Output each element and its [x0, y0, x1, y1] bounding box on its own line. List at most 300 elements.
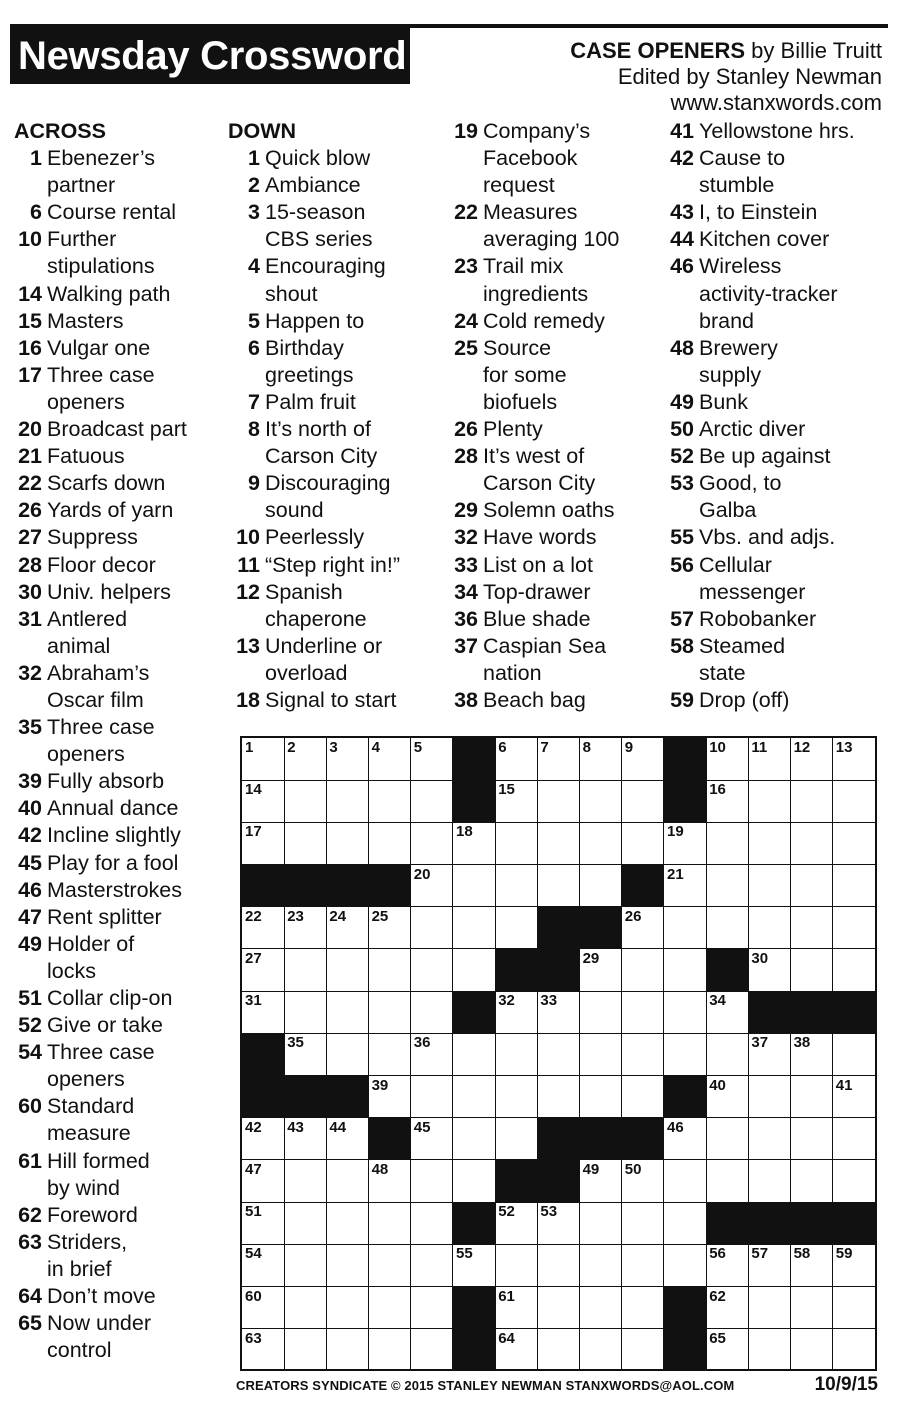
grid-cell[interactable]: [326, 1287, 369, 1330]
clue-number: 3: [248, 200, 260, 225]
grid-cell[interactable]: [453, 1160, 496, 1203]
clue-text-line: Play for a fool: [47, 850, 179, 875]
grid-cell[interactable]: [791, 949, 834, 992]
grid-cell[interactable]: [706, 907, 749, 950]
cell-number: 38: [793, 1034, 811, 1052]
grid-cell[interactable]: [242, 1329, 285, 1372]
grid-cell[interactable]: [453, 1244, 496, 1287]
grid-cell[interactable]: [495, 738, 538, 781]
grid-cell[interactable]: [833, 1160, 876, 1203]
clue-number: 49: [670, 389, 694, 414]
clue-item: [14, 308, 219, 335]
grid-cell[interactable]: [664, 949, 707, 992]
cell-number: 35: [287, 1034, 304, 1052]
grid-cell[interactable]: [495, 1244, 538, 1287]
clue-text-line: nation: [483, 660, 542, 685]
grid-cell[interactable]: [833, 949, 876, 992]
grid-cell[interactable]: [284, 907, 327, 950]
cell-number: 61: [498, 1287, 515, 1305]
grid-cell[interactable]: [242, 991, 285, 1034]
clue-text-line: CBS series: [265, 227, 373, 252]
grid-cell[interactable]: [791, 1329, 834, 1372]
grid-cell[interactable]: [284, 1329, 327, 1372]
grid-cell[interactable]: [833, 780, 876, 823]
grid-cell[interactable]: [242, 1287, 285, 1330]
clue-number: 11: [237, 552, 260, 577]
grid-cell[interactable]: [748, 738, 791, 781]
grid-cell[interactable]: [411, 1033, 454, 1076]
clue-item: [446, 443, 656, 497]
clue-number: 59: [670, 687, 694, 712]
grid-cell[interactable]: [791, 1118, 834, 1161]
clue-text-line: Have words: [483, 525, 597, 550]
grid-cell[interactable]: [326, 1033, 369, 1076]
grid-cell[interactable]: [242, 822, 285, 865]
grid-cell[interactable]: [495, 865, 538, 908]
clue-text-line: Measures: [483, 200, 578, 225]
grid-cell[interactable]: [833, 1033, 876, 1076]
clue-number: 31: [18, 606, 42, 631]
grid-cell[interactable]: [326, 1118, 369, 1161]
grid-cell[interactable]: [326, 1202, 369, 1245]
grid-cell[interactable]: [580, 1287, 623, 1330]
clue-item: [662, 199, 890, 226]
grid-cell[interactable]: [326, 1329, 369, 1372]
clue-number: 4: [248, 254, 260, 279]
clue-number: 10: [236, 525, 260, 550]
grid-cell[interactable]: [833, 1076, 876, 1119]
grid-cell[interactable]: [537, 865, 580, 908]
cell-number: 47: [245, 1161, 262, 1178]
grid-cell[interactable]: [411, 822, 454, 865]
grid-cell[interactable]: [622, 780, 665, 823]
grid-cell[interactable]: [706, 738, 749, 781]
grid-cell[interactable]: [411, 1202, 454, 1245]
grid-cell[interactable]: [284, 780, 327, 823]
cell-number: 56: [709, 1245, 726, 1263]
clue-text-line: Striders,: [47, 1229, 128, 1254]
grid-cell[interactable]: [495, 1076, 538, 1119]
clue-text: [699, 145, 890, 199]
clue-item: [662, 443, 890, 470]
grid-cell[interactable]: [369, 1329, 412, 1372]
grid-cell[interactable]: [706, 1160, 749, 1203]
grid-cell[interactable]: [622, 1329, 665, 1372]
grid-cell[interactable]: [411, 1160, 454, 1203]
clue-item: [228, 470, 433, 524]
grid-cell[interactable]: [664, 822, 707, 865]
grid-cell[interactable]: [369, 1160, 412, 1203]
grid-cell[interactable]: [537, 780, 580, 823]
clue-text: [47, 850, 219, 877]
clue-text: [699, 470, 890, 524]
grid-cell[interactable]: [326, 1160, 369, 1203]
black-square: [326, 865, 369, 908]
black-square: [453, 1202, 496, 1245]
clue-text-line: openers: [47, 1067, 125, 1092]
clue-text-line: in brief: [47, 1256, 112, 1281]
grid-cell[interactable]: [791, 1076, 834, 1119]
grid-cell[interactable]: [580, 1160, 623, 1203]
grid-cell[interactable]: [537, 1329, 580, 1372]
grid-cell[interactable]: [537, 1287, 580, 1330]
clue-text: [265, 145, 433, 172]
grid-cell[interactable]: [242, 780, 285, 823]
clue-text: [699, 199, 890, 226]
clue-text-line: Galba: [699, 498, 757, 523]
grid-cell[interactable]: [748, 1160, 791, 1203]
grid-cell[interactable]: [748, 1329, 791, 1372]
cell-number: 27: [245, 950, 262, 967]
cell-number: 24: [329, 907, 347, 925]
clue-number: 22: [18, 471, 42, 496]
grid-cell[interactable]: [411, 780, 454, 823]
clue-text-line: control: [47, 1338, 112, 1363]
grid-cell[interactable]: [326, 949, 369, 992]
grid-cell[interactable]: [580, 1329, 623, 1372]
clue-number: 36: [454, 606, 478, 631]
clue-text-line: Source: [483, 335, 552, 360]
grid-cell[interactable]: [284, 1202, 327, 1245]
grid-cell[interactable]: [664, 991, 707, 1034]
grid-cell[interactable]: [622, 1202, 665, 1245]
clue-item: [14, 226, 219, 280]
grid-cell[interactable]: [748, 780, 791, 823]
clue-text-line: Encouraging: [265, 254, 386, 279]
clue-number: 42: [670, 146, 694, 171]
grid-cell[interactable]: [453, 949, 496, 992]
grid-cell[interactable]: [622, 991, 665, 1034]
clue-text-line: Three case: [47, 715, 155, 740]
grid-cell[interactable]: [791, 1033, 834, 1076]
clue-text-line: request: [483, 173, 555, 198]
grid-cell[interactable]: [369, 780, 412, 823]
clue-number: 55: [670, 525, 694, 550]
grid-cell[interactable]: [369, 991, 412, 1034]
clue-text: [47, 335, 219, 362]
grid-cell[interactable]: [537, 1076, 580, 1119]
cell-number: 57: [751, 1245, 769, 1263]
grid-cell[interactable]: [833, 738, 876, 781]
black-square: [791, 1202, 834, 1245]
grid-cell[interactable]: [748, 1287, 791, 1330]
grid-cell[interactable]: [664, 907, 707, 950]
grid-cell[interactable]: [326, 822, 369, 865]
grid-cell[interactable]: [495, 1287, 538, 1330]
grid-cell[interactable]: [791, 1244, 834, 1287]
clue-number: 6: [248, 335, 260, 360]
down-heading: DOWN: [228, 119, 297, 143]
grid-cell[interactable]: [706, 1033, 749, 1076]
clue-item: [228, 633, 433, 687]
clue-number: 46: [18, 877, 42, 902]
grid-cell[interactable]: [326, 907, 369, 950]
grid-cell[interactable]: [369, 907, 412, 950]
grid-cell[interactable]: [664, 1118, 707, 1161]
clue-text-line: Beach bag: [483, 687, 586, 712]
grid-cell[interactable]: [284, 1244, 327, 1287]
grid-cell[interactable]: [453, 907, 496, 950]
grid-cell[interactable]: [369, 949, 412, 992]
clue-text: [265, 552, 433, 579]
grid-cell[interactable]: [833, 1287, 876, 1330]
grid-cell[interactable]: [622, 1244, 665, 1287]
grid-cell[interactable]: [664, 1244, 707, 1287]
grid-cell[interactable]: [369, 1202, 412, 1245]
grid-cell[interactable]: [706, 1287, 749, 1330]
grid-cell[interactable]: [411, 1244, 454, 1287]
grid-cell[interactable]: [833, 1118, 876, 1161]
grid-cell[interactable]: [791, 738, 834, 781]
grid-cell[interactable]: [537, 991, 580, 1034]
cell-number: 36: [413, 1034, 431, 1052]
grid-cell[interactable]: [622, 738, 665, 781]
clue-item: [228, 389, 433, 416]
grid-cell[interactable]: [748, 1118, 791, 1161]
grid-cell[interactable]: [791, 1160, 834, 1203]
grid-cell[interactable]: [537, 1202, 580, 1245]
grid-cell[interactable]: [791, 822, 834, 865]
grid-cell[interactable]: [495, 1033, 538, 1076]
grid-cell[interactable]: [706, 1118, 749, 1161]
clue-text-line: Palm fruit: [265, 389, 356, 414]
grid-cell[interactable]: [706, 991, 749, 1034]
cell-number: 33: [540, 992, 558, 1010]
cell-number: 32: [498, 992, 515, 1010]
grid-cell[interactable]: [748, 865, 791, 908]
clue-text-line: Yellowstone hrs.: [699, 119, 855, 143]
grid-cell[interactable]: [369, 1287, 412, 1330]
clue-text-line: Floor decor: [47, 552, 156, 577]
clue-text: [483, 524, 656, 551]
grid-cell[interactable]: [242, 907, 285, 950]
cell-number: 15: [498, 781, 515, 799]
clue-item: [228, 335, 433, 389]
grid-cell[interactable]: [326, 991, 369, 1034]
grid-cell[interactable]: [748, 949, 791, 992]
clue-text-line: Signal to start: [265, 687, 397, 712]
clue-text-line: Suppress: [47, 525, 138, 550]
grid-cell[interactable]: [833, 1244, 876, 1287]
grid-cell[interactable]: [706, 1329, 749, 1372]
puzzle-title: CASE OPENERS: [570, 38, 746, 63]
grid-cell[interactable]: [369, 1033, 412, 1076]
grid-cell[interactable]: [706, 1076, 749, 1119]
clue-text-line: Kitchen cover: [699, 227, 830, 252]
clue-text: [699, 118, 890, 145]
grid-cell[interactable]: [537, 822, 580, 865]
clue-item: [14, 1039, 219, 1093]
cell-number: 3: [329, 739, 338, 756]
grid-cell[interactable]: [791, 780, 834, 823]
clue-item: [228, 199, 433, 253]
grid-cell[interactable]: [326, 738, 369, 781]
grid-cell[interactable]: [580, 1202, 623, 1245]
clue-text: [699, 226, 890, 253]
grid-cell[interactable]: [580, 822, 623, 865]
grid-cell[interactable]: [537, 738, 580, 781]
clue-number: 12: [236, 579, 260, 604]
grid-cell[interactable]: [495, 822, 538, 865]
grid-cell[interactable]: [537, 1033, 580, 1076]
grid-cell[interactable]: [284, 991, 327, 1034]
grid-cell[interactable]: [833, 907, 876, 950]
grid-cell[interactable]: [622, 1076, 665, 1119]
cell-number: 64: [498, 1329, 515, 1347]
grid-cell[interactable]: [580, 991, 623, 1034]
grid-cell[interactable]: [622, 1160, 665, 1203]
grid-cell[interactable]: [706, 822, 749, 865]
black-square: [369, 865, 412, 908]
grid-cell[interactable]: [284, 1287, 327, 1330]
cell-number: 10: [709, 739, 726, 756]
clue-item: [446, 524, 656, 551]
grid-cell[interactable]: [791, 907, 834, 950]
clue-number: 7: [248, 389, 260, 414]
clue-number: 64: [18, 1284, 42, 1309]
grid-cell[interactable]: [411, 1287, 454, 1330]
grid-cell[interactable]: [453, 1118, 496, 1161]
grid-cell[interactable]: [833, 822, 876, 865]
clue-text: [699, 416, 890, 443]
grid-cell[interactable]: [495, 991, 538, 1034]
clue-text: [47, 470, 219, 497]
grid-cell[interactable]: [833, 1329, 876, 1372]
grid-cell[interactable]: [242, 1160, 285, 1203]
grid-cell[interactable]: [706, 1244, 749, 1287]
clue-item: [14, 877, 219, 904]
grid-cell[interactable]: [242, 1202, 285, 1245]
clue-number: 35: [18, 715, 42, 740]
clue-number: 8: [248, 417, 260, 442]
grid-cell[interactable]: [369, 738, 412, 781]
grid-cell[interactable]: [748, 822, 791, 865]
grid-cell[interactable]: [537, 1244, 580, 1287]
clue-item: [14, 606, 219, 660]
grid-cell[interactable]: [748, 1244, 791, 1287]
grid-cell[interactable]: [664, 1160, 707, 1203]
grid-cell[interactable]: [495, 1118, 538, 1161]
grid-cell[interactable]: [284, 1033, 327, 1076]
clue-text-line: It’s north of: [265, 417, 371, 442]
grid-cell[interactable]: [284, 822, 327, 865]
black-square: [284, 1076, 327, 1119]
clue-text-line: “Step right in!”: [265, 552, 401, 577]
grid-cell[interactable]: [622, 907, 665, 950]
grid-cell[interactable]: [284, 949, 327, 992]
grid-cell[interactable]: [284, 738, 327, 781]
grid-cell[interactable]: [495, 907, 538, 950]
cell-number: 63: [245, 1329, 262, 1347]
grid-cell[interactable]: [791, 1287, 834, 1330]
grid-cell[interactable]: [411, 1118, 454, 1161]
grid-cell[interactable]: [622, 1287, 665, 1330]
grid-cell[interactable]: [453, 865, 496, 908]
grid-cell[interactable]: [664, 865, 707, 908]
grid-cell[interactable]: [453, 1033, 496, 1076]
grid-cell[interactable]: [622, 1033, 665, 1076]
clue-text-line: measure: [47, 1121, 131, 1146]
grid-cell[interactable]: [495, 780, 538, 823]
grid-cell[interactable]: [495, 1202, 538, 1245]
grid-cell[interactable]: [242, 738, 285, 781]
clue-text-line: messenger: [699, 579, 806, 604]
clue-item: [14, 552, 219, 579]
clue-text: [699, 552, 890, 606]
clue-text: [47, 714, 219, 768]
grid-cell[interactable]: [411, 738, 454, 781]
grid-cell[interactable]: [622, 949, 665, 992]
black-square: [537, 907, 580, 950]
grid-cell[interactable]: [791, 865, 834, 908]
down-clues-col1: [228, 118, 433, 714]
grid-cell[interactable]: [453, 1076, 496, 1119]
grid-cell[interactable]: [580, 738, 623, 781]
clue-item: [14, 1202, 219, 1229]
grid-cell[interactable]: [580, 1244, 623, 1287]
cell-number: 7: [540, 739, 549, 756]
grid-cell[interactable]: [833, 865, 876, 908]
grid-cell[interactable]: [411, 991, 454, 1034]
grid-cell[interactable]: [411, 1329, 454, 1372]
grid-cell[interactable]: [706, 780, 749, 823]
grid-cell[interactable]: [580, 865, 623, 908]
clue-text: [699, 253, 890, 334]
clue-number: 16: [18, 335, 42, 360]
grid-cell[interactable]: [664, 1202, 707, 1245]
clue-text-line: Fully absorb: [47, 769, 165, 794]
grid-cell[interactable]: [495, 1329, 538, 1372]
grid-cell[interactable]: [242, 1118, 285, 1161]
grid-cell[interactable]: [748, 907, 791, 950]
grid-cell[interactable]: [369, 1244, 412, 1287]
grid-cell[interactable]: [580, 780, 623, 823]
grid-cell[interactable]: [284, 1118, 327, 1161]
grid-cell[interactable]: [453, 822, 496, 865]
clue-number: 52: [18, 1013, 42, 1038]
grid-cell[interactable]: [326, 780, 369, 823]
grid-cell[interactable]: [622, 822, 665, 865]
clue-number: 37: [454, 633, 478, 658]
grid-cell[interactable]: [580, 949, 623, 992]
grid-cell[interactable]: [706, 865, 749, 908]
clue-number: 21: [18, 444, 42, 469]
grid-cell[interactable]: [242, 949, 285, 992]
grid-cell[interactable]: [411, 949, 454, 992]
down-clues-col2: [446, 118, 656, 714]
clue-text: [265, 579, 433, 633]
grid-cell[interactable]: [369, 1076, 412, 1119]
grid-cell[interactable]: [411, 865, 454, 908]
grid-cell[interactable]: [580, 1076, 623, 1119]
grid-cell[interactable]: [369, 822, 412, 865]
cell-number: 29: [582, 950, 600, 967]
grid-cell[interactable]: [242, 1244, 285, 1287]
grid-cell[interactable]: [748, 1076, 791, 1119]
grid-cell[interactable]: [411, 907, 454, 950]
grid-cell[interactable]: [326, 1244, 369, 1287]
grid-cell[interactable]: [748, 1033, 791, 1076]
clue-text: [699, 335, 890, 389]
grid-cell[interactable]: [284, 1160, 327, 1203]
grid-cell[interactable]: [580, 1033, 623, 1076]
clue-text-line: Bunk: [699, 389, 749, 414]
grid-cell[interactable]: [411, 1076, 454, 1119]
grid-cell[interactable]: [664, 1033, 707, 1076]
clue-number: 26: [454, 417, 478, 442]
clue-text-line: by wind: [47, 1175, 120, 1200]
across-heading: ACROSS: [14, 119, 106, 143]
